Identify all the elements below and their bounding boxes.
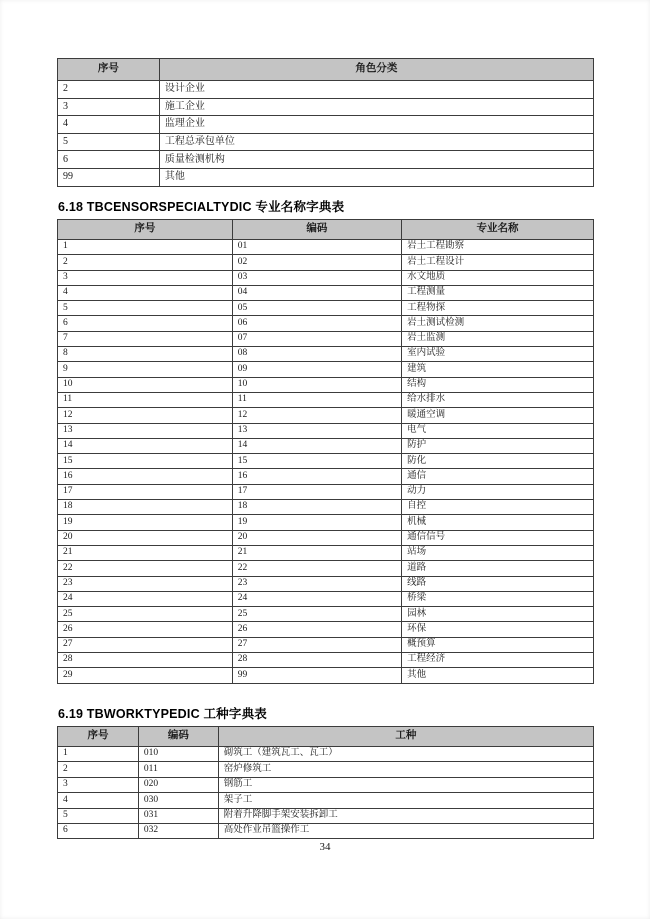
table-cell: 29 [58,668,233,683]
table-row [58,762,594,777]
table-cell: 6 [58,316,233,331]
table-cell: 通信 [402,469,594,484]
table-cell: 2 [58,81,160,99]
table-cell: 99 [232,668,401,683]
table-cell: 自控 [402,500,594,515]
table-cell: 11 [58,392,233,407]
table-cell: 动力 [402,484,594,499]
table-cell: 工程总承包单位 [159,133,593,151]
table-cell: 设计企业 [159,81,593,99]
table-row [58,301,594,316]
table-row [58,270,594,285]
table-cell: 2 [58,255,233,270]
specialty-name-dictionary-table [57,219,594,684]
table-cell: 工程测量 [402,285,594,300]
table-cell: 3 [58,270,233,285]
table-row [58,133,594,151]
table-cell: 26 [58,622,233,637]
table-cell: 27 [58,637,233,652]
table-cell: 10 [58,377,233,392]
table-cell: 032 [138,823,218,838]
column-header-role-category: 角色分类 [159,59,593,81]
table-cell: 06 [232,316,401,331]
table-cell: 岩土工程设计 [402,255,594,270]
table-row [58,285,594,300]
table-cell: 05 [232,301,401,316]
table-cell: 18 [232,500,401,515]
column-header-worktype: 工种 [218,727,593,747]
table-cell: 9 [58,362,233,377]
table-row [58,793,594,808]
table-row [58,392,594,407]
table-cell: 28 [232,653,401,668]
table-cell: 其他 [402,668,594,683]
table-cell: 25 [232,607,401,622]
table-row [58,591,594,606]
table-header-row [58,220,594,240]
table-cell: 24 [58,591,233,606]
table-cell: 23 [58,576,233,591]
table-cell: 21 [232,545,401,560]
table-cell: 031 [138,808,218,823]
table-row [58,607,594,622]
table-row [58,316,594,331]
table-row [58,116,594,134]
table-cell: 通信信号 [402,530,594,545]
table-cell: 钢筋工 [218,777,593,792]
table-cell: 园林 [402,607,594,622]
table-cell: 线路 [402,576,594,591]
table-cell: 20 [58,530,233,545]
table-cell: 26 [232,622,401,637]
table-row [58,240,594,255]
table-row [58,423,594,438]
table-cell: 99 [58,168,160,186]
table-cell: 6 [58,823,139,838]
table-cell: 20 [232,530,401,545]
table-cell: 5 [58,301,233,316]
table-cell: 4 [58,116,160,134]
page-number: 34 [319,841,331,853]
column-header-serial: 序号 [58,220,233,240]
table-cell: 01 [232,240,401,255]
table-cell: 砌筑工（建筑瓦工、瓦工） [218,747,593,762]
table-cell: 工程物探 [402,301,594,316]
table-cell: 19 [58,515,233,530]
table-cell: 03 [232,270,401,285]
section-heading-6-18: 6.18 TBCENSORSPECIALTYDIC 专业名称字典表 [58,200,345,214]
table-cell: 监理企业 [159,116,593,134]
table-cell: 3 [58,777,139,792]
table-cell: 桥梁 [402,591,594,606]
table-row [58,576,594,591]
table-cell: 站场 [402,545,594,560]
table-cell: 1 [58,747,139,762]
table-row [58,255,594,270]
table-cell: 18 [58,500,233,515]
table-cell: 27 [232,637,401,652]
table-cell: 架子工 [218,793,593,808]
table-row [58,747,594,762]
table-row [58,808,594,823]
table-row [58,500,594,515]
role-category-table [57,58,594,187]
table-cell: 环保 [402,622,594,637]
table-cell: 暖通空调 [402,408,594,423]
column-header-code: 编码 [138,727,218,747]
table-cell: 14 [232,438,401,453]
table-row [58,98,594,116]
table-row [58,637,594,652]
table-cell: 质量检测机构 [159,151,593,169]
table-cell: 14 [58,438,233,453]
table-cell: 21 [58,545,233,560]
table-cell: 23 [232,576,401,591]
table-cell: 16 [232,469,401,484]
table-cell: 22 [58,561,233,576]
table-cell: 4 [58,285,233,300]
table-cell: 020 [138,777,218,792]
table-cell: 结构 [402,377,594,392]
table-cell: 窑炉修筑工 [218,762,593,777]
table-row [58,454,594,469]
table-cell: 机械 [402,515,594,530]
table-cell: 17 [58,484,233,499]
table-cell: 4 [58,793,139,808]
table-cell: 防化 [402,454,594,469]
table-cell: 19 [232,515,401,530]
table-row [58,561,594,576]
table-cell: 附着升降脚手架安装拆卸工 [218,808,593,823]
table-cell: 010 [138,747,218,762]
table-row [58,823,594,838]
table-cell: 12 [58,408,233,423]
table-cell: 1 [58,240,233,255]
table-cell: 11 [232,392,401,407]
table-cell: 28 [58,653,233,668]
table-row [58,545,594,560]
table-cell: 施工企业 [159,98,593,116]
table-row [58,438,594,453]
table-cell: 10 [232,377,401,392]
table-cell: 12 [232,408,401,423]
worktype-dictionary-table [57,726,594,839]
table-cell: 08 [232,347,401,362]
table-cell: 电气 [402,423,594,438]
column-header-code: 编码 [232,220,401,240]
table-row [58,668,594,683]
column-header-serial: 序号 [58,59,160,81]
section-heading-6-19: 6.19 TBWORKTYPEDIC 工种字典表 [58,707,267,721]
table-row [58,347,594,362]
table-cell: 25 [58,607,233,622]
table-cell: 15 [232,454,401,469]
table-cell: 水文地质 [402,270,594,285]
table-cell: 24 [232,591,401,606]
table-cell: 建筑 [402,362,594,377]
table-cell: 室内试验 [402,347,594,362]
table-cell: 6 [58,151,160,169]
table-row [58,362,594,377]
table-cell: 8 [58,347,233,362]
table-cell: 13 [58,423,233,438]
table-cell: 17 [232,484,401,499]
table-cell: 7 [58,331,233,346]
table-row [58,151,594,169]
table-row [58,530,594,545]
table-cell: 道路 [402,561,594,576]
table-row [58,469,594,484]
table-cell: 22 [232,561,401,576]
table-cell: 岩土监测 [402,331,594,346]
table-row [58,331,594,346]
table-cell: 防护 [402,438,594,453]
table-row [58,777,594,792]
table-row [58,622,594,637]
table-cell: 15 [58,454,233,469]
table-header-row [58,59,594,81]
table-cell: 概预算 [402,637,594,652]
table-row [58,81,594,99]
table-cell: 13 [232,423,401,438]
table-cell: 09 [232,362,401,377]
table-cell: 07 [232,331,401,346]
table-header-row [58,727,594,747]
table-row [58,408,594,423]
table-cell: 工程经济 [402,653,594,668]
table-cell: 岩土工程勘察 [402,240,594,255]
table-cell: 011 [138,762,218,777]
table-cell: 5 [58,808,139,823]
table-row [58,484,594,499]
table-cell: 其他 [159,168,593,186]
table-row [58,377,594,392]
table-cell: 02 [232,255,401,270]
table-cell: 030 [138,793,218,808]
table-cell: 高处作业吊篮操作工 [218,823,593,838]
table-row [58,168,594,186]
table-cell: 岩土测试检测 [402,316,594,331]
table-cell: 16 [58,469,233,484]
table-cell: 2 [58,762,139,777]
table-cell: 5 [58,133,160,151]
table-row [58,653,594,668]
table-cell: 3 [58,98,160,116]
column-header-serial: 序号 [58,727,139,747]
table-cell: 给水排水 [402,392,594,407]
table-cell: 04 [232,285,401,300]
table-row [58,515,594,530]
column-header-specialty-name: 专业名称 [402,220,594,240]
